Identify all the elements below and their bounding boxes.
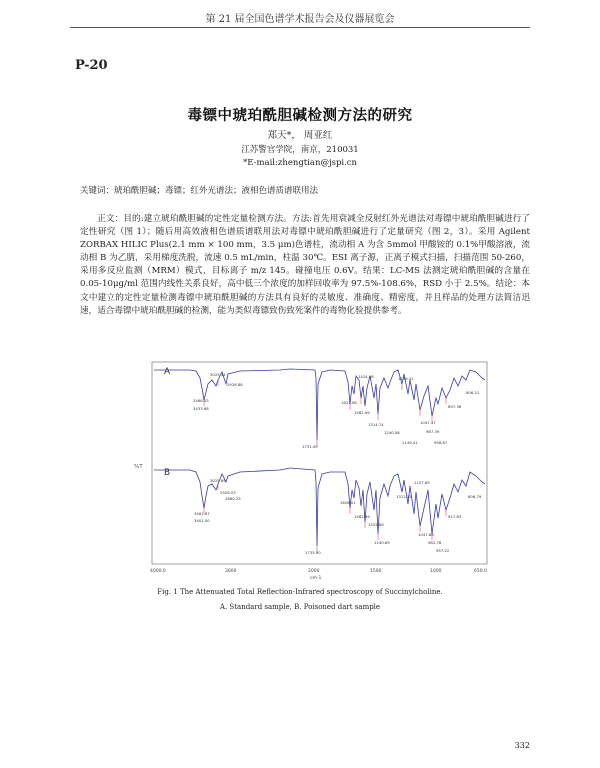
peak-label-a: 1149.41 [402,440,418,445]
y-axis-label: %T [134,464,143,470]
peak-label-b: 917.83 [448,514,462,519]
peak-labels-a [193,372,480,449]
x-tick: 4000.0 [150,569,166,574]
spectrum-b [154,468,485,546]
panel-a-label: A [164,367,171,377]
peak-label-a: 3466.43 [193,398,209,403]
peak-label-a: 958.87 [434,440,448,445]
plot-frame [152,362,487,564]
x-tick: 1500 [370,569,382,574]
peak-label-b: 1240.69 [374,540,390,545]
affiliation: 江苏警官学院，南京，210031 [241,145,359,155]
peak-label-b: 957.22 [436,548,450,553]
x-tick: 650.0 [474,569,487,574]
peak-label-a: 1424.58 [358,374,374,379]
peak-label-b: 1482.99 [354,514,370,519]
peak-label-a: 1627.08 [341,400,357,405]
peak-label-b: 1157.65 [414,480,430,485]
peak-label-a: 1731.99 [302,444,318,449]
peak-label-a: 1482.99 [354,410,370,415]
figure-caption-sub: A. Standard sample, B. Poisoned dart sample [219,603,381,611]
abstract-body: 正文：目的:建立琥珀酰胆碱的定性定量检测方法。方法:首先用衰减全反射红外光谱法对毒镖中琥珀酰胆碱进行了定性研究（图 1）；随后用高效液相色谱质谱联用法对毒镖中琥珀酰胆碱进行了定量研究（图 2，3）。采用 Agilent ZORBAX HILIC Plus(2.1 mm × 100 mm，3.5 μm)色谱柱，流动相 A 为含 5mmol 甲酸铵的 0.1%甲酸溶液，流动相 B 为乙腈，采用梯度洗脱，流速 0.5 mL/min，柱温 30℃。ESI 离子源，正离子模式扫描，扫描范围 50-260，采用多反应监测（MRM）模式，目标离子 m/z 145。碰撞电压 0.6V。结果：LC-MS 法测定琥珀酰胆碱的含量在 0.05-10μg/ml 范围内线性关系良好，高中低三个浓度的加样回收率为 97.5%-108.6%，RSD 小于 2.5%。结论：本文中建立的定性定量检测毒镖中琥珀酰胆碱的方法具有良好的灵敏度、准确度、精密度，并且样品的处理方法简洁迅速，适合毒镖中琥珀酰胆碱的检测，能为类似毒镖致伤致死案件的毒物化验提供参考。 [80,214,530,316]
peak-label-b: 982.78 [428,540,442,545]
peak-label-b: 3401.00 [194,518,210,523]
x-tick: 1000 [430,569,442,574]
panel-b-label: B [164,468,171,478]
peak-label-a: 987.39 [426,429,440,434]
ir-spectrum-figure [130,358,490,580]
peak-markers-a [204,380,446,446]
caption-line1: Fig. 1 The Attenuated Total Reflection-Infrared spectroscopy of Succinylcholine. [157,588,443,596]
peak-label-a: 3433.68 [193,406,209,411]
x-tick: 3000 [225,569,237,574]
x-tick: 2000 [308,569,320,574]
peak-label-b: 1422.89 [368,522,384,527]
peak-label-b: 1628.01 [340,500,356,505]
peak-label-b: 3461.87 [194,511,210,516]
page-number: 332 [514,741,530,750]
x-axis-ticks [150,568,487,574]
peak-label-b: 2880.25 [225,496,241,501]
peak-label-b: 1047.88 [418,532,434,537]
header-rule [70,27,530,28]
peak-label-a: 806.21 [466,390,480,395]
peak-label-a: 1314.74 [368,422,384,427]
abstract-id: P-20 [75,58,108,73]
peak-label-a: 3025.14 [210,372,226,377]
figure-caption [0,588,600,596]
keywords: 关键词：琥珀酰胆碱；毒镖；红外光谱法；液相色谱质谱联用法 [80,186,319,196]
peak-label-b: 1735.90 [305,550,321,555]
peak-labels-b [194,478,482,555]
x-axis-label: cm-1 [310,576,322,580]
peak-label-b: 806.79 [468,494,482,499]
peak-label-b: 1312.15 [396,494,412,499]
paper-title: 毒镖中琥珀酰胆碱检测方法的研究 [187,108,413,124]
peak-label-b: 3025.69 [210,478,226,483]
peak-label-b: 2926.03 [220,490,236,495]
email: *E-mail:zhengtian@jspi.cn [242,158,358,168]
peak-label-a: 1240.58 [384,430,400,435]
peak-label-a: 897.36 [448,404,462,409]
authors: 郑天*， 周亚红 [267,130,333,141]
peak-label-a: 1149.41 [398,376,414,381]
peak-label-a: 1047.47 [420,420,436,425]
running-header: 第 21 届全国色谱学术报告会及仪器展览会 [205,14,395,25]
peak-label-a: 2926.88 [227,382,243,387]
